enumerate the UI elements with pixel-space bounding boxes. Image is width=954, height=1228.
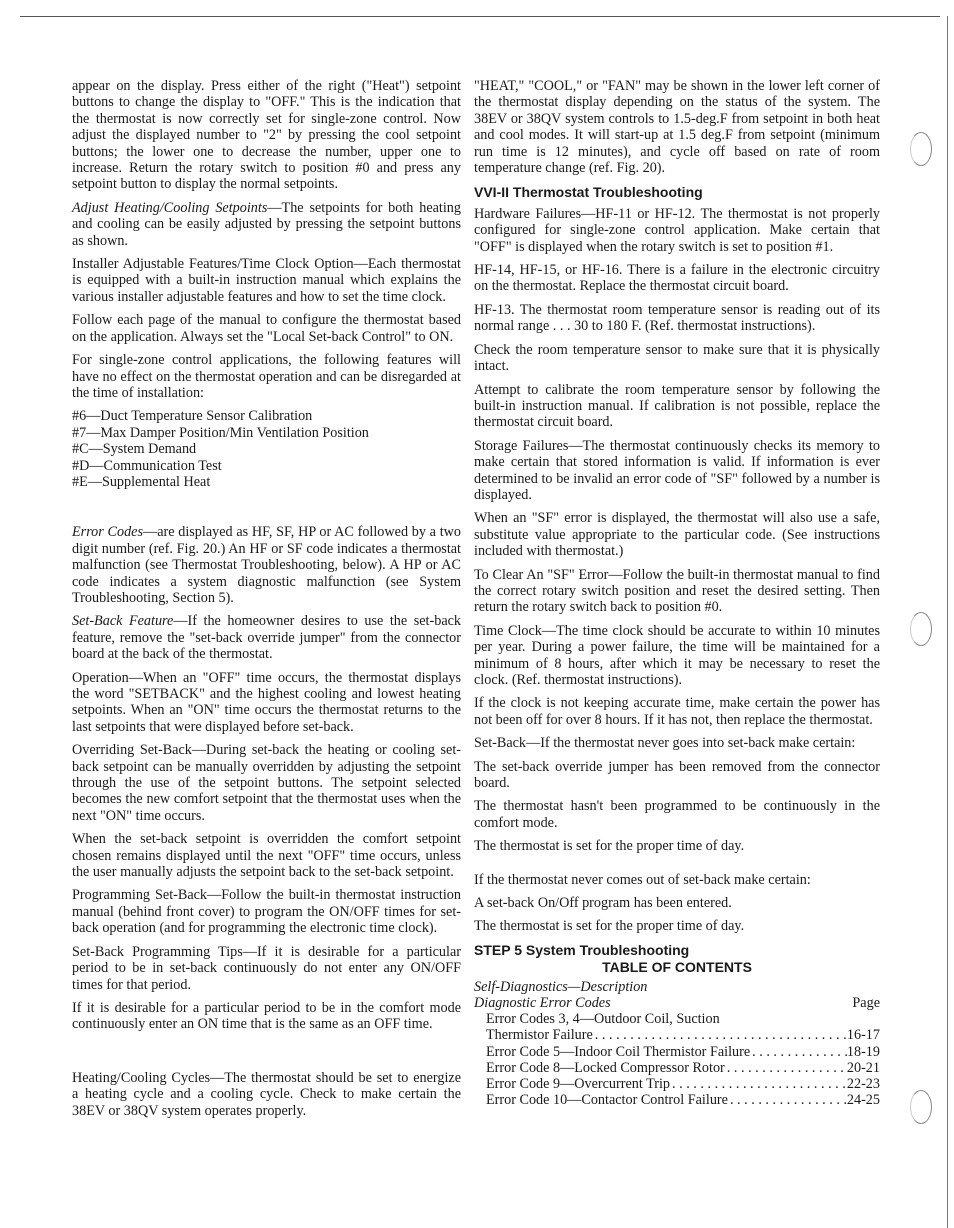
paragraph: Set-Back Programming Tips—If it is desirable for a particular period to be in set-back continuously do not enter any ON/OFF times for that period.	[72, 943, 461, 993]
toc-entry	[474, 1027, 880, 1043]
list-item: #7—Max Damper Position/Min Ventilation Position	[72, 424, 369, 441]
toc-entry-title: Error Code 5—Indoor Coil Thermistor Failure	[486, 1043, 751, 1060]
feature-list	[72, 408, 461, 490]
paragraph: HF-14, HF-15, or HF-16. There is a failure in the electronic circuitry on the thermostat. Replace the thermostat circuit board.	[474, 262, 880, 295]
left-column	[72, 78, 461, 1126]
toc-entry	[474, 1076, 880, 1092]
paragraph: If it is desirable for a particular period to be in the comfort mode continuously enter an ON time that is the same as an OFF time.	[72, 999, 461, 1033]
paragraph: The thermostat is set for the proper time of day.	[474, 918, 745, 935]
paragraph: Programming Set-Back—Follow the built-in thermostat instruction manual (behind front cover) to program the ON/OFF times for set-back operation (and for programming the electronic time clock).	[72, 887, 461, 937]
toc-entry-title: Error Code 10—Contactor Control Failure	[486, 1092, 728, 1109]
section-heading: VVI-II Thermostat Troubleshooting	[474, 184, 703, 201]
toc-entry-page: 18-19	[846, 1043, 880, 1060]
toc-entry-title: Thermistor Failure	[486, 1027, 593, 1044]
toc-page-label: Page	[852, 994, 880, 1011]
punch-hole-icon	[910, 132, 940, 168]
paragraph: When the set-back setpoint is overridden the comfort setpoint chosen remains displayed until the next "OFF" time occurs, unless the user manually adjusts the setpoint back to the set-back setpoint.	[72, 831, 461, 881]
toc-title: TABLE OF CONTENTS	[602, 959, 752, 976]
paragraph: Heating/Cooling Cycles—The thermostat should be set to energize a heating cycle and a cooling cycle. Check to make certain the 38EV or 38QV system operates properly.	[72, 1069, 461, 1119]
paragraph: Operation—When an "OFF" time occurs, the thermostat displays the word "SETBACK" and the highest cooling and lowest heating setpoints. When an "ON" time occurs the thermostat returns to the last setpoints that were displayed before set-back.	[72, 669, 461, 735]
paragraph: To Clear An "SF" Error—Follow the built-in thermostat manual to find the correct rotary switch position and reset the desired setting. Then return the rotary switch back to position #0.	[474, 566, 880, 616]
list-item: #E—Supplemental Heat	[72, 473, 211, 490]
toc-entry-title: Error Code 9—Overcurrent Trip	[486, 1075, 671, 1092]
paragraph: Hardware Failures—HF-11 or HF-12. The thermostat is not properly configured for single-zone control application. Make certain that "OFF" is displayed when the rotary switch is set to position #1.	[474, 205, 880, 255]
toc-section-row	[474, 995, 880, 1011]
paragraph: HF-13. The thermostat room temperature sensor is reading out of its normal range . . . 30 to 180 F. (Ref. thermostat instructions).	[474, 301, 880, 335]
paragraph: Check the room temperature sensor to make sure that it is physically intact.	[474, 341, 880, 375]
right-column	[474, 78, 880, 1108]
paragraph: Time Clock—The time clock should be accurate to within 10 minutes per year. During a power failure, the time will be maintained for a minimum of 8 hours, after which it may be necessary to reset the clock. (Ref. thermostat instructions).	[474, 622, 880, 688]
toc-section: Self-Diagnostics—Description	[474, 978, 648, 995]
page-top-rule	[20, 16, 940, 17]
paragraph: Attempt to calibrate the room temperature sensor by following the built-in instruction manual. If calibration is not possible, replace the thermostat circuit board.	[474, 381, 880, 431]
toc-entry-page: 22-23	[846, 1075, 880, 1092]
toc-section: Diagnostic Error Codes	[474, 994, 611, 1011]
paragraph: Storage Failures—The thermostat continuously checks its memory to make certain that stored information is valid. If information is ever determined to be invalid an error code of "SF" followed by a number is displayed.	[474, 437, 880, 503]
punch-hole-icon	[910, 1090, 940, 1126]
paragraph: If the thermostat never comes out of set-back make certain:	[474, 871, 811, 888]
paragraph-text: —are displayed as HF, SF, HP or AC followed by a two digit number (ref. Fig. 20.) An HF or SF code indicates a thermostat malfunction (see Thermostat Troubleshooting, below). A HP or AC code indicates a system diagnostic malfunction (see System Troubleshooting, Section 5).	[72, 524, 461, 606]
paragraph: Set-Back—If the thermostat never goes into set-back make certain:	[474, 735, 856, 752]
run-in-heading: Set-Back Feature	[72, 613, 174, 630]
paragraph: The thermostat hasn't been programmed to be continuously in the comfort mode.	[474, 798, 880, 831]
paragraph	[72, 613, 461, 662]
paragraph: The thermostat is set for the proper time of day.	[474, 838, 745, 855]
run-in-heading: Adjust Heating/Cooling Setpoints	[72, 199, 268, 216]
paragraph: The set-back override jumper has been removed from the connector board.	[474, 758, 880, 792]
paragraph	[72, 524, 461, 606]
paragraph: Installer Adjustable Features/Time Clock Option—Each thermostat is equipped with a built-in instruction manual which explains the various installer adjustable features and how to set the time clock.	[72, 256, 461, 305]
toc-entry-page: 24-25	[846, 1092, 880, 1109]
toc-entry	[474, 1044, 880, 1060]
paragraph: If the clock is not keeping accurate time, make certain the power has not been off for over 8 hours. If it has not, then replace the thermostat.	[474, 695, 880, 728]
paragraph: A set-back On/Off program has been entered.	[474, 895, 732, 912]
toc-entry: Error Codes 3, 4—Outdoor Coil, Suction	[486, 1011, 720, 1028]
paragraph: For single-zone control applications, the following features will have no effect on the thermostat operation and can be disregarded at the time of installation:	[72, 352, 461, 401]
list-item: #6—Duct Temperature Sensor Calibration	[72, 408, 313, 425]
paragraph-text: —The setpoints for both heating and cooling can be easily adjusted by pressing the setpoint buttons as shown.	[72, 199, 461, 249]
section-heading: STEP 5 System Troubleshooting	[474, 941, 690, 958]
paragraph: Overriding Set-Back—During set-back the heating or cooling set-back setpoint can be manually overridden by adjusting the setpoint through the use of the setpoint buttons. The setpoint selected becomes the new comfort setpoint that the thermostat uses when the next "ON" time occurs.	[72, 742, 461, 824]
toc-entry	[474, 1060, 880, 1076]
paragraph	[72, 200, 461, 249]
punch-hole-icon	[910, 612, 940, 648]
toc-entry-title: Error Code 8—Locked Compressor Rotor	[486, 1059, 725, 1076]
paragraph: When an "SF" error is displayed, the thermostat will also use a safe, substitute value appropriate to the particular code. (See instructions included with thermostat.)	[474, 510, 880, 560]
run-in-heading: Error Codes	[72, 524, 143, 541]
paragraph: Follow each page of the manual to configure the thermostat based on the application. Always set the "Local Set-back Control" to ON.	[72, 312, 461, 345]
paragraph-text: —If the homeowner desires to use the set-back feature, remove the "set-back override jumper" from the connector board at the back of the thermostat.	[72, 613, 462, 663]
paragraph: "HEAT," "COOL," or "FAN" may be shown in the lower left corner of the thermostat display depending on the status of the system. The 38EV or 38QV system controls to 1.5-deg.F from setpoint in both heat and cool modes. It will start-up at 1.5 deg.F from setpoint (minimum run time is 12 minutes), and cycle off based on rate of room temperature change (ref. Fig. 20).	[474, 78, 880, 177]
toc-entry-page: 16-17	[846, 1027, 880, 1044]
paragraph: appear on the display. Press either of the right ("Heat") setpoint buttons to change the display to "OFF." This is the indication that the thermostat is now correctly set for single-zone control. Now adjust the displayed number to "2" by pressing the cool setpoint buttons; the lower one to decrease the number, upper one to increase. Return the rotary switch to position #0 and press any setpoint button to display the normal setpoints.	[72, 78, 461, 193]
table-of-contents	[474, 979, 880, 1109]
toc-entry-page: 20-21	[846, 1059, 880, 1076]
list-item: #C—System Demand	[72, 441, 197, 458]
list-item: #D—Communication Test	[72, 457, 222, 474]
page-right-edge	[947, 16, 948, 1228]
toc-entry	[474, 1092, 880, 1108]
